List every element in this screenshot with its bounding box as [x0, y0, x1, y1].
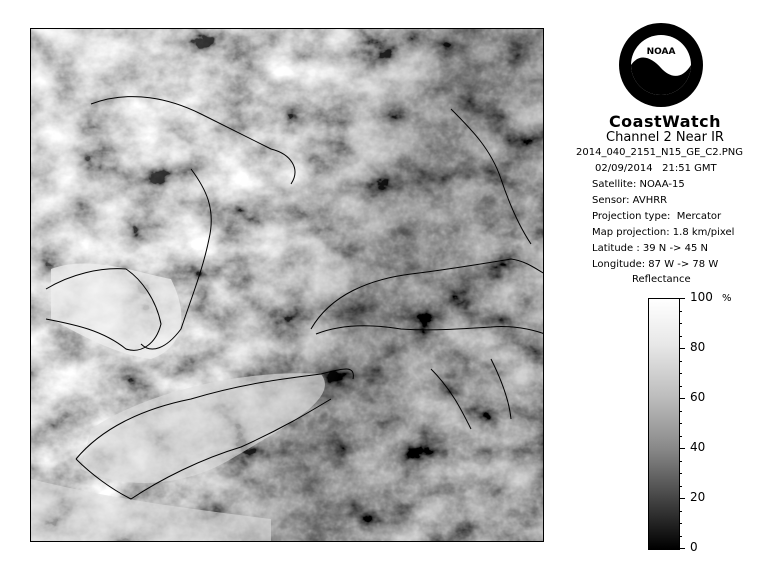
colorbar-tick: [679, 486, 682, 487]
legend-title: Reflectance: [632, 274, 691, 285]
satellite-image-canvas: [31, 29, 544, 542]
colorbar-tick: [679, 386, 682, 387]
colorbar-tick: [679, 436, 682, 437]
colorbar-tick: [679, 311, 682, 312]
legend-unit: %: [722, 293, 732, 304]
brand-title: CoastWatch: [608, 112, 722, 131]
satellite-image: [30, 28, 544, 542]
colorbar-tick: [679, 298, 685, 299]
longitude-label: Longitude: 87 W -> 78 W: [592, 259, 719, 270]
colorbar-tick: [679, 423, 682, 424]
colorbar-tick: [679, 336, 682, 337]
file-name: 2014_040_2151_N15_GE_C2.PNG: [576, 147, 744, 158]
colorbar-tick: [679, 498, 685, 499]
colorbar-tick: [679, 398, 685, 399]
projection-type-label: Projection type: Mercator: [592, 211, 722, 222]
colorbar-tick-label: 60: [690, 390, 706, 404]
colorbar-tick-label: 0: [690, 540, 698, 554]
colorbar-tick: [679, 536, 682, 537]
date-time: 02/09/2014 21:51 GMT: [595, 163, 717, 174]
svg-text:NOAA: NOAA: [646, 47, 676, 57]
reflectance-colorbar: [648, 298, 680, 550]
sensor-label: Sensor: AVHRR: [592, 195, 668, 206]
satellite-label: Satellite: NOAA-15: [592, 179, 685, 190]
colorbar-tick: [679, 473, 682, 474]
colorbar-tick: [679, 411, 682, 412]
colorbar-tick-label: 40: [690, 440, 706, 454]
map-projection-label: Map projection: 1.8 km/pixel: [592, 227, 735, 238]
noaa-logo: [618, 22, 704, 108]
colorbar-tick: [679, 348, 685, 349]
colorbar-tick: [679, 373, 682, 374]
colorbar-tick: [679, 448, 685, 449]
colorbar-tick: [679, 511, 682, 512]
colorbar-tick: [679, 461, 682, 462]
colorbar-tick-label: 20: [690, 490, 706, 504]
colorbar-tick: [679, 548, 685, 549]
latitude-label: Latitude : 39 N -> 45 N: [592, 243, 708, 254]
colorbar-tick: [679, 523, 682, 524]
channel-label: Channel 2 Near IR: [606, 130, 724, 145]
colorbar-tick-label: 100: [690, 290, 713, 304]
colorbar-tick: [679, 361, 682, 362]
colorbar-tick: [679, 323, 682, 324]
colorbar-tick-label: 80: [690, 340, 706, 354]
